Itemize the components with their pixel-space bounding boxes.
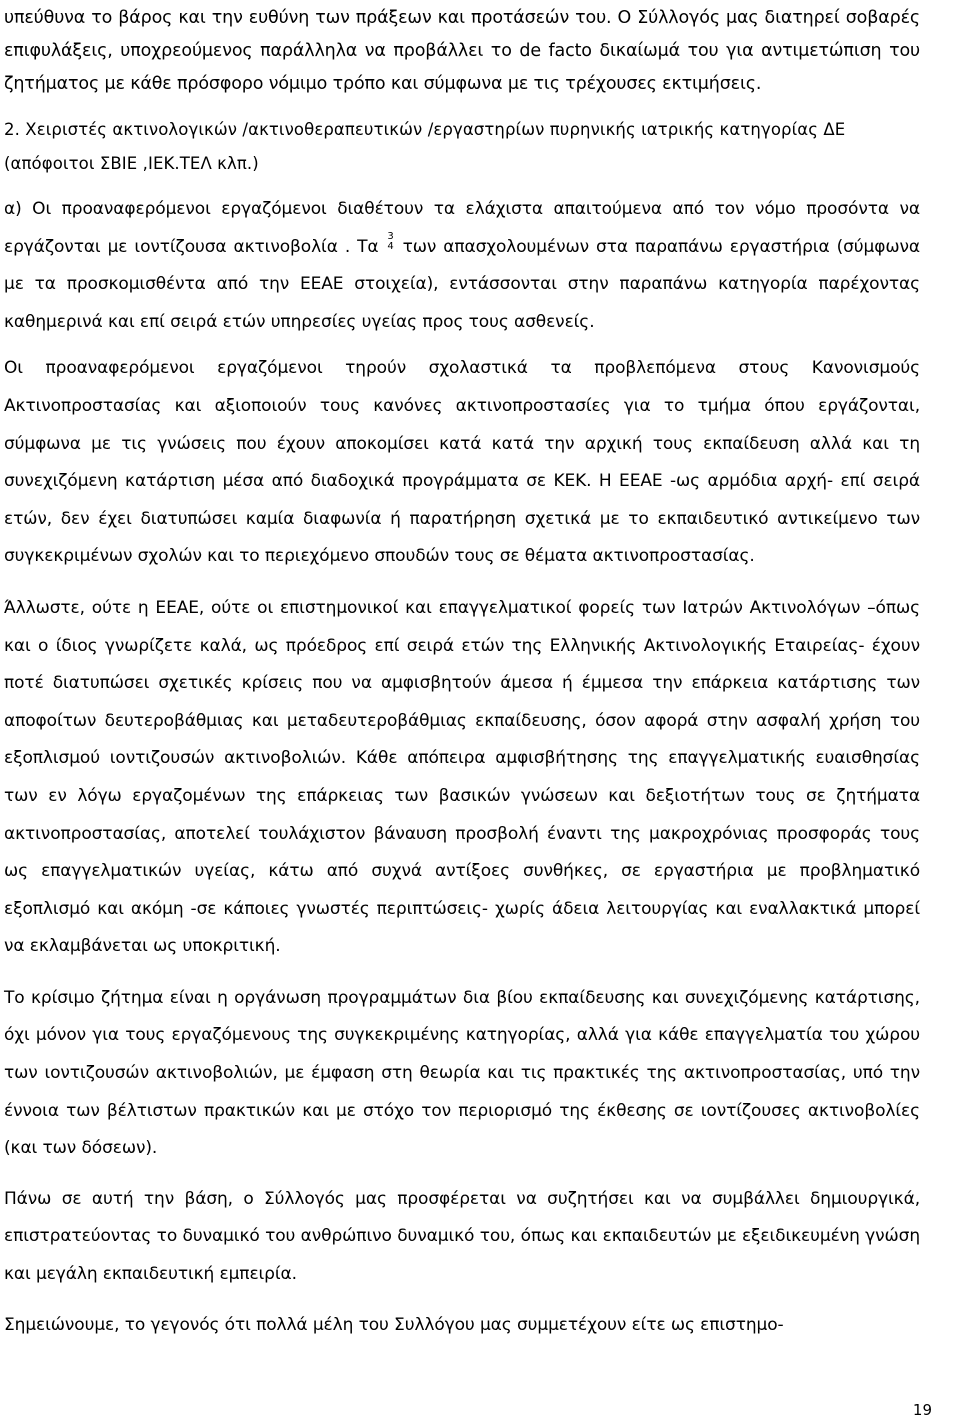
section-heading-2: 2. Χειριστές ακτινολογικών /ακτινοθεραπευτικών /εργαστηρίων πυρηνικής ιατρικής κατηγορίας ΔΕ (απόφοιτοι ΣΒΙΕ ,ΙΕΚ.ΤΕΛ κλπ.) bbox=[4, 120, 846, 173]
paragraph-b: Οι προαναφερόμενοι εργαζόμενοι τηρούν σχολαστικά τα προβλεπόμενα στους Κανονισμούς Ακτινοπροστασίας και αξιοποιούν τους κανόνες ακτινοπροστασίες για το τμήμα όπου εργάζονται, σύμφωνα με τις γνώσεις που έχουν αποκομίσει κατά κατά την αρχική τους εκπαίδευση αλλά και τη συνεχιζόμενη κατάρτιση μέσα από διαδοχικά προγράμματα σε ΚΕΚ. Η ΕΕΑΕ -ως αρμόδια αρχή- επί σειρά ετών, δεν έχει διατυπώσει καμία διαφωνία ή παρατήρηση σχετικά με το εκπαιδευτικό αντικείμενο των συγκεκριμένων σχολών και το περιεχόμενο σπουδών τους σε θέματα ακτινοπροστασίας. bbox=[4, 358, 920, 567]
fraction-denominator: 4 bbox=[387, 240, 394, 252]
paragraph-a-text-before: α) Οι προαναφερόμενοι εργαζόμενοι διαθέτουν τα ελάχιστα απαιτούμενα από τον νόμο προσόντα να εργάζονται με ιοντίζουσα ακτινοβολία . Τα bbox=[4, 199, 920, 257]
paragraph-f: Σημειώνουμε, το γεγονός ότι πολλά μέλη του Συλλόγου μας συμμετέχουν είτε ως επιστημο- bbox=[4, 1314, 784, 1335]
fraction-three-quarters bbox=[386, 232, 396, 252]
paragraph-c: Άλλωστε, ούτε η ΕΕΑΕ, ούτε οι επιστημονικοί και επαγγελματικοί φορείς των Ιατρών Ακτινολόγων –όπως και ο ίδιος γνωρίζετε καλά, ως πρόεδρος επί σειρά ετών της Ελληνικής Ακτινολογικής Εταιρείας- έχουν ποτέ διατυπώσει σχετικές κρίσεις που να αμφισβητούν άμεσα ή έμμεσα την επάρκεια κατάρτισης των αποφοίτων δευτεροβάθμιας και μεταδευτεροβάθμιας εκπαίδευσης, όσον αφορά στην ασφαλή χρήση του εξοπλισμού ιοντιζουσών ακτινοβολιών. Κάθε απόπειρα αμφισβήτησης της επαγγελματικής ευαισθησίας των εν λόγω εργαζομένων της επάρκειας των βασικών γνώσεων και δεξιοτήτων τους σε ζητήματα ακτινοπροστασίας, αποτελεί τουλάχιστον βάναυση προσβολή έναντι της μακροχρόνιας προσφοράς τους ως επαγγελματικών υγείας, κάτω από συχνά αντίξοες συνθήκες, σε εργαστήρια με προβληματικό εξοπλισμό και ακόμη -σε κάποιες γνωστές περιπτώσεις- χωρίς άδεια λειτουργίας και εναλλακτικά μπορεί να εκλαμβάνεται ως υποκριτική. bbox=[4, 597, 920, 957]
paragraph-a-text-after: των απασχολουμένων στα παραπάνω εργαστήρια (σύμφωνα με τα προσκομισθέντα από την ΕΕΑΕ στοιχεία), εντάσσονται στην παραπάνω κατηγορία παρέχοντας καθημερινά και επί σειρά ετών υπηρεσίες υγείας προς τους ασθενείς. bbox=[4, 236, 920, 332]
fraction-numerator: 3 bbox=[387, 230, 394, 242]
paragraph-d: Το κρίσιμο ζήτημα είναι η οργάνωση προγραμμάτων δια βίου εκπαίδευσης και συνεχιζόμενης κατάρτισης, όχι μόνον για τους εργαζόμενους της συγκεκριμένης κατηγορίας, αλλά για κάθε επαγγελματία του χώρου των ιοντιζουσών ακτινοβολιών, με έμφαση στη θεωρία και τις πρακτικές της ακτινοπροστασίας, υπό την έννοια των βέλτιστων πρακτικών και με στόχο τον περιορισμό της έκθεσης σε ιοντίζουσες ακτινοβολίες (και των δόσεων). bbox=[4, 987, 920, 1159]
paragraph-e: Πάνω σε αυτή την βάση, ο Σύλλογός μας προσφέρεται να συζητήσει και να συμβάλλει δημιουργικά, επιστρατεύοντας το δυναμικό του ανθρώπινο δυναμικό του, όπως και εκπαιδευτών με εξειδικευμένη γνώση και μεγάλη εκπαιδευτική εμπειρία. bbox=[4, 1188, 920, 1285]
page-number: 19 bbox=[912, 1401, 932, 1419]
top-paragraph: υπεύθυνα το βάρος και την ευθύνη των πράξεων και προτάσεών του. Ο Σύλλογός μας διατηρεί σοβαρές επιφυλάξεις, υποχρεούμενος παράλληλα να προβάλλει το de facto δικαίωμά του για αντιμετώπιση του ζητήματος με κάθε πρόσφορο νόμιμο τρόπο και σύμφωνα με τις τρέχουσες εκτιμήσεις. bbox=[4, 8, 920, 94]
paragraph-a bbox=[4, 191, 920, 341]
